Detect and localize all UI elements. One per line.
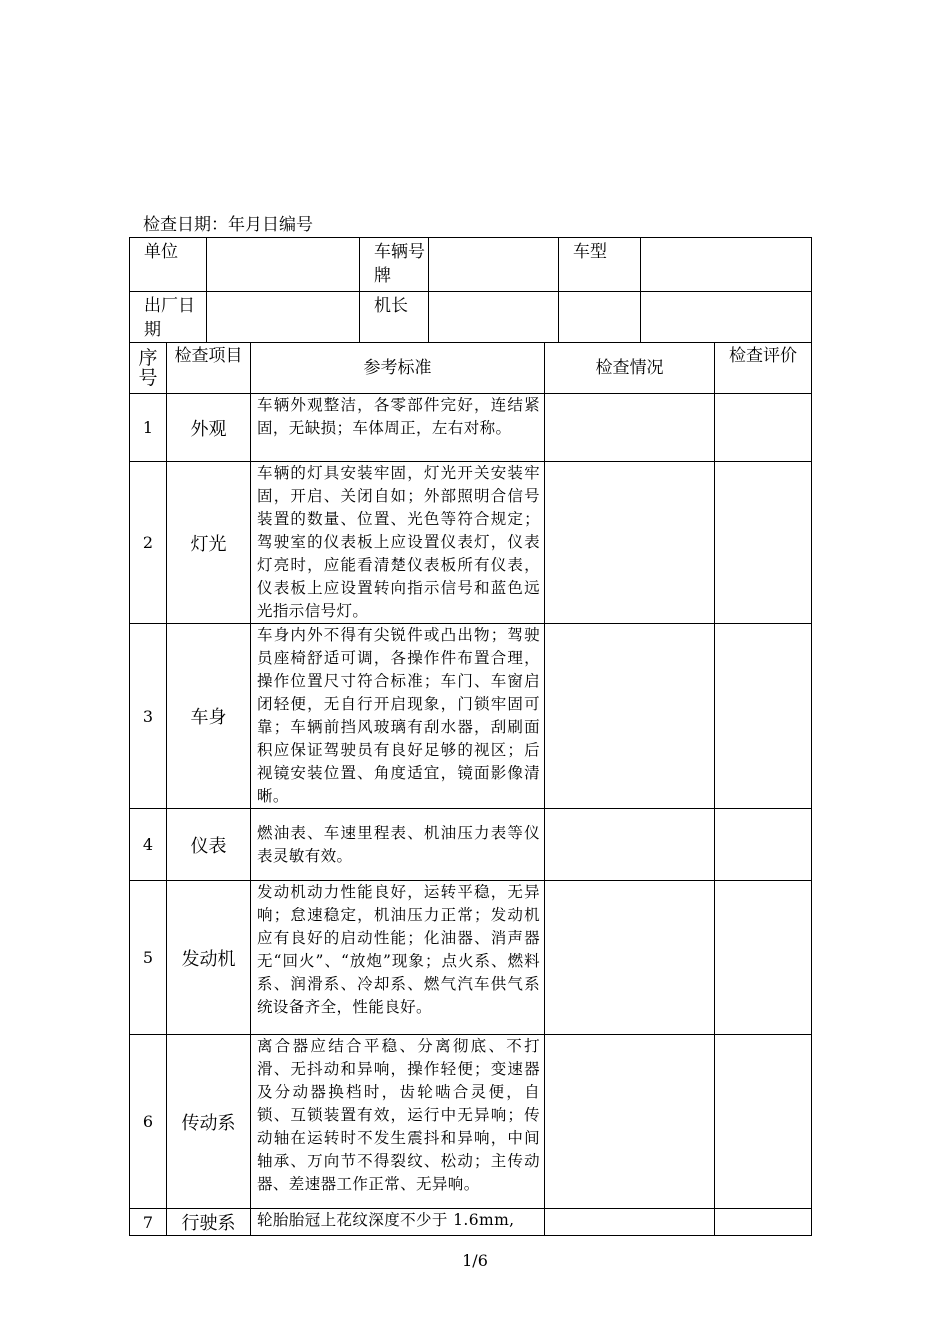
row-number: 6 — [130, 1035, 167, 1209]
row-item: 仪表 — [167, 809, 251, 881]
captain-label: 机长 — [360, 292, 429, 343]
inspection-date-line: 检查日期：年月日编号 — [143, 215, 313, 235]
row-number: 4 — [130, 809, 167, 881]
table-row — [130, 1035, 812, 1209]
row-number: 3 — [130, 624, 167, 809]
row-status-cell[interactable] — [545, 462, 715, 624]
inspection-table — [129, 342, 812, 1236]
row-evaluation-cell[interactable] — [715, 462, 812, 624]
header-seq: 序号 — [130, 343, 167, 394]
extra-value[interactable] — [641, 292, 812, 343]
factory-date-value[interactable] — [207, 292, 360, 343]
row-standard: 发动机动力性能良好，运转平稳，无异响；怠速稳定，机油压力正常；发动机应有良好的启动性能；化油器、消声器无“回火”、“放炮”现象；点火系、燃料系、润滑系、冷却系、燃气汽车供气系统设备齐全，性能良好。 — [251, 881, 545, 1035]
row-standard: 燃油表、车速里程表、机油压力表等仪表灵敏有效。 — [251, 809, 545, 881]
plate-label: 车辆号牌 — [360, 238, 429, 292]
vehicle-info-table — [129, 237, 812, 343]
row-standard: 轮胎胎冠上花纹深度不少于 1.6mm, — [251, 1209, 545, 1236]
row-status-cell[interactable] — [545, 1035, 715, 1209]
model-label: 车型 — [559, 238, 641, 292]
row-item: 行驶系 — [167, 1209, 251, 1236]
table-row — [130, 624, 812, 809]
header-item: 检查项目 — [167, 343, 251, 394]
row-evaluation-cell[interactable] — [715, 809, 812, 881]
table-row — [130, 809, 812, 881]
row-number: 2 — [130, 462, 167, 624]
header-status: 检查情况 — [545, 343, 715, 394]
row-standard: 车辆的灯具安装牢固，灯光开关安装牢固，开启、关闭自如；外部照明合信号装置的数量、位置、光色等符合规定；驾驶室的仪表板上应设置仪表灯，仪表灯亮时，应能看清楚仪表板所有仪表，仪表板上应设置转向指示信号和蓝色远光指示信号灯。 — [251, 462, 545, 624]
page-number: 1/6 — [462, 1251, 488, 1270]
extra-cell[interactable] — [559, 292, 641, 343]
row-status-cell[interactable] — [545, 394, 715, 462]
row-evaluation-cell[interactable] — [715, 394, 812, 462]
row-evaluation-cell[interactable] — [715, 1035, 812, 1209]
row-standard: 车身内外不得有尖锐件或凸出物；驾驶员座椅舒适可调，各操作件布置合理，操作位置尺寸符合标准；车门、车窗启闭轻便，无自行开启现象，门锁牢固可靠；车辆前挡风玻璃有刮水器，刮刷面积应保证驾驶员有良好足够的视区；后视镜安装位置、角度适宜，镜面影像清晰。 — [251, 624, 545, 809]
table-row — [130, 881, 812, 1035]
row-standard: 车辆外观整洁，各零部件完好，连结紧固，无缺损；车体周正，左右对称。 — [251, 394, 545, 462]
table-row — [130, 394, 812, 462]
row-evaluation-cell[interactable] — [715, 624, 812, 809]
row-item: 发动机 — [167, 881, 251, 1035]
row-number: 7 — [130, 1209, 167, 1236]
plate-value[interactable] — [429, 238, 559, 292]
row-evaluation-cell[interactable] — [715, 881, 812, 1035]
table-row — [130, 1209, 812, 1236]
model-value[interactable] — [641, 238, 812, 292]
row-standard: 离合器应结合平稳、分离彻底、不打滑、无抖动和异响，操作轻便；变速器及分动器换档时，齿轮啮合灵便，自锁、互锁装置有效，运行中无异响；传动轴在运转时不发生震抖和异响，中间轴承、万向节不得裂纹、松动；主传动器、差速器工作正常、无异响。 — [251, 1035, 545, 1209]
row-item: 外观 — [167, 394, 251, 462]
unit-value[interactable] — [207, 238, 360, 292]
row-item: 灯光 — [167, 462, 251, 624]
header-standard: 参考标准 — [251, 343, 545, 394]
row-status-cell[interactable] — [545, 624, 715, 809]
row-status-cell[interactable] — [545, 1209, 715, 1236]
row-status-cell[interactable] — [545, 881, 715, 1035]
captain-value[interactable] — [429, 292, 559, 343]
row-evaluation-cell[interactable] — [715, 1209, 812, 1236]
unit-label: 单位 — [130, 238, 207, 292]
row-number: 5 — [130, 881, 167, 1035]
row-status-cell[interactable] — [545, 809, 715, 881]
row-number: 1 — [130, 394, 167, 462]
header-evaluation: 检查评价 — [715, 343, 812, 394]
row-item: 车身 — [167, 624, 251, 809]
row-item: 传动系 — [167, 1035, 251, 1209]
factory-date-label: 出厂日期 — [130, 292, 207, 343]
table-row — [130, 462, 812, 624]
